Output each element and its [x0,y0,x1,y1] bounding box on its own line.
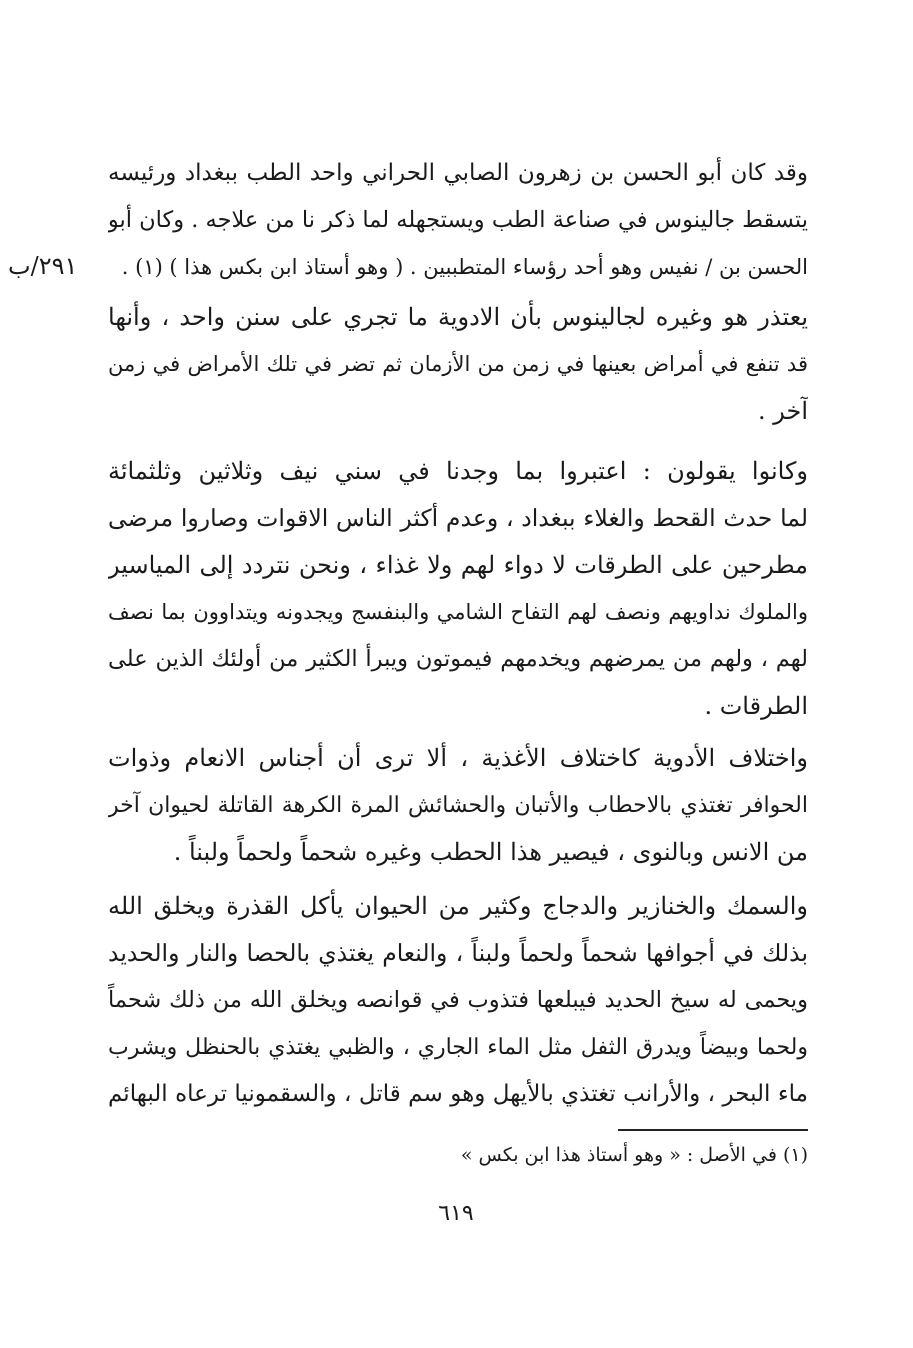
text-line: بذلك في أجوافها شحماً ولحماً ولبناً ، والنعام يغتذي بالحصا والنار والحديد [108,939,808,967]
text-line: لهم ، ولهم من يمرضهم ويخدمهم فيموتون ويبرأ الكثير من أولئك الذين على [108,646,808,672]
text-line: الحوافر تغتذي بالاحطاب والأتبان والحشائش المرة الكرهة القاتلة لحيوان آخر [108,793,808,818]
text-line: من الانس وبالنوى ، فيصير هذا الحطب وغيره شحماً ولحماً ولبناً . [173,838,808,866]
paragraph-3 [108,448,808,730]
text-line: الطرقات . [704,692,808,720]
paragraph-5 [108,883,808,1118]
page-number: ٦١٩ [438,1201,474,1226]
text-line: آخر . [757,397,808,425]
paragraph-4 [108,735,808,876]
folio-margin-note: ٢٩١/ب [8,252,78,280]
paragraph-2 [108,294,808,435]
text-line: الحسن بن / نفيس وهو أحد رؤساء المتطببين . ( وهو أستاذ ابن بكس هذا ) (١) . [121,255,808,279]
text-line: قد تنفع في أمراض بعينها في زمن من الأزمان ثم تضر في تلك الأمراض في زمن [108,352,808,376]
text-line: لما حدث القحط والغلاء ببغداد ، وعدم أكثر الناس الاقوات وصاروا مرضى [108,504,808,532]
text-line: ولحما وبيضاً ويدرق الثفل مثل الماء الجاري ، والظبي يغتذي بالحنظل ويشرب [108,1035,808,1060]
footnote-divider [618,1129,808,1131]
text-line: يتسقط جالينوس في صناعة الطب ويستجهله لما ذكر نا من علاجه . وكان أبو [108,207,808,233]
footnote: (١) في الأصل : « وهو أستاذ هذا ابن بكس » [460,1144,808,1166]
paragraph-1 [108,150,808,291]
text-line: وكانوا يقولون : اعتبروا بما وجدنا في سني نيف وثلاثين وثلثمائة [108,457,808,485]
text-line: والملوك نداويهم ونصف لهم التفاح الشامي والبنفسج ويجدونه ويتداوون بما نصف [108,600,808,624]
text-line: وقد كان أبو الحسن بن زهرون الصابي الحراني واحد الطب ببغداد ورئيسه [108,160,808,186]
text-line: يعتذر هو وغيره لجالينوس بأن الادوية ما تجري على سنن واحد ، وأنها [108,303,808,331]
text-line: مطرحين على الطرقات لا دواء لهم ولا غذاء ، ونحن نتردد إلى المياسير [108,551,808,579]
text-line: ويحمى له سيخ الحديد فيبلعها فتذوب في قوانصه ويخلق الله من ذلك شحماً [108,987,808,1013]
text-line: والسمك والخنازير والدجاج وكثير من الحيوان يأكل القذرة ويخلق الله [108,892,808,920]
text-line: واختلاف الأدوية كاختلاف الأغذية ، ألا ترى أن أجناس الانعام وذوات [108,744,808,772]
text-line: ماء البحر ، والأرانب تغتذي بالأيهل وهو سم قاتل ، والسقمونيا ترعاه البهائم [108,1081,808,1107]
